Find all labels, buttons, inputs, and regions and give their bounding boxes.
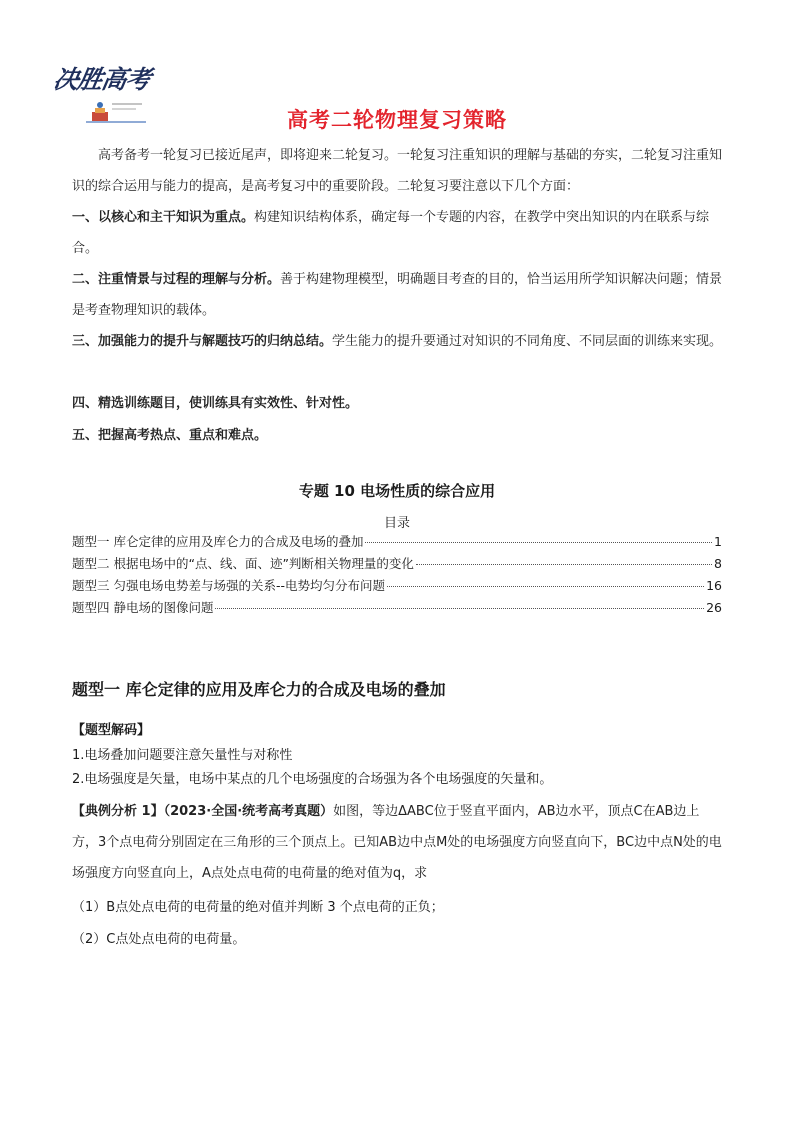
toc-item-label: 题型三 匀强电场电势差与场强的关系--电势均匀分布问题 bbox=[72, 578, 385, 593]
strategy-item-3-heading: 三、加强能力的提升与解题技巧的归纳总结。 bbox=[72, 334, 333, 349]
toc-leader bbox=[365, 542, 712, 543]
intro-paragraph: 高考备考一轮复习已接近尾声，即将迎来二轮复习。一轮复习注重知识的理解与基础的夯实，二轮复习注重知识的综合运用与能力的提高，是高考复习中的重要阶段。二轮复习要注意以下几个方面： bbox=[72, 148, 723, 194]
strategy-item-3 bbox=[72, 326, 724, 357]
toc-item[interactable] bbox=[72, 554, 722, 576]
strategy-item-4-heading: 四、精选训练题目，使训练具有实效性、针对性。 bbox=[72, 396, 359, 411]
strategy-item-4 bbox=[72, 388, 724, 419]
toc-item-page: 26 bbox=[706, 600, 722, 615]
toc-item-label: 题型二 根据电场中的“点、线、面、迹”判断相关物理量的变化 bbox=[72, 556, 414, 571]
topic-title: 专题 10 电场性质的综合应用 bbox=[298, 482, 496, 500]
example-label: 【典例分析 1】（2023·全国·统考高考真题） bbox=[72, 804, 334, 819]
question-2: （2）C点处点电荷的电荷量。 bbox=[72, 932, 246, 947]
strategy-item-1-heading: 一、以核心和主干知识为重点。 bbox=[72, 210, 255, 225]
toc-item-page: 16 bbox=[706, 578, 722, 593]
strategy-item-1-text: 构建知识结构体系，确定每一个专题的内容，在教学中突出知识的内在联系与综合。 bbox=[72, 210, 710, 256]
strategy-item-2-text: 善于构建物理模型，明确题目考查的目的，恰当运用所学知识解决问题；情景是考查物理知识的载体。 bbox=[72, 272, 723, 318]
logo-text: 决胜高考 bbox=[51, 65, 153, 94]
toc-item[interactable] bbox=[72, 532, 722, 554]
toc-leader bbox=[387, 586, 704, 587]
toc-item-page: 1 bbox=[714, 534, 722, 549]
section-title: 题型一 库仑定律的应用及库仑力的合成及电场的叠加 bbox=[72, 680, 446, 699]
decode-point-1: 1.电场叠加问题要注意矢量性与对称性 bbox=[72, 748, 293, 763]
strategy-item-2 bbox=[72, 264, 724, 326]
example-text: 如图，等边ΔABC位于竖直平面内，AB边水平，顶点C在AB边上方，3个点电荷分别固定在三角形的三个顶点上。已知AB边中点M处的电场强度方向竖直向下，BC边中点N处的电场强度方向竖直向上，A点处点电荷的电荷量的绝对值为q，求 bbox=[72, 804, 722, 881]
table-of-contents bbox=[72, 532, 722, 620]
toc-item-label: 题型一 库仑定律的应用及库仑力的合成及电场的叠加 bbox=[72, 534, 364, 549]
strategy-item-3-text: 学生能力的提升要通过对知识的不同角度、不同层面的训练来实现。 bbox=[332, 334, 723, 349]
strategy-item-1 bbox=[72, 202, 724, 264]
strategy-item-5 bbox=[72, 420, 724, 451]
question-1: （1）B点处点电荷的电荷量的绝对值并判断 3 个点电荷的正负； bbox=[72, 900, 444, 915]
toc-leader bbox=[215, 608, 704, 609]
toc-item[interactable] bbox=[72, 598, 722, 620]
toc-item[interactable] bbox=[72, 576, 722, 598]
toc-item-page: 8 bbox=[714, 556, 722, 571]
strategy-item-2-heading: 二、注重情景与过程的理解与分析。 bbox=[72, 272, 281, 287]
toc-leader bbox=[416, 564, 712, 565]
toc-title: 目录 bbox=[383, 516, 410, 531]
toc-item-label: 题型四 静电场的图像问题 bbox=[72, 600, 214, 615]
decode-point-2: 2.电场强度是矢量，电场中某点的几个电场强度的合场强为各个电场强度的矢量和。 bbox=[72, 772, 553, 787]
page-title: 高考二轮物理复习策略 bbox=[287, 108, 507, 132]
decode-label: 【题型解码】 bbox=[72, 723, 151, 738]
strategy-item-5-heading: 五、把握高考热点、重点和难点。 bbox=[72, 428, 268, 443]
example-paragraph bbox=[72, 796, 724, 889]
